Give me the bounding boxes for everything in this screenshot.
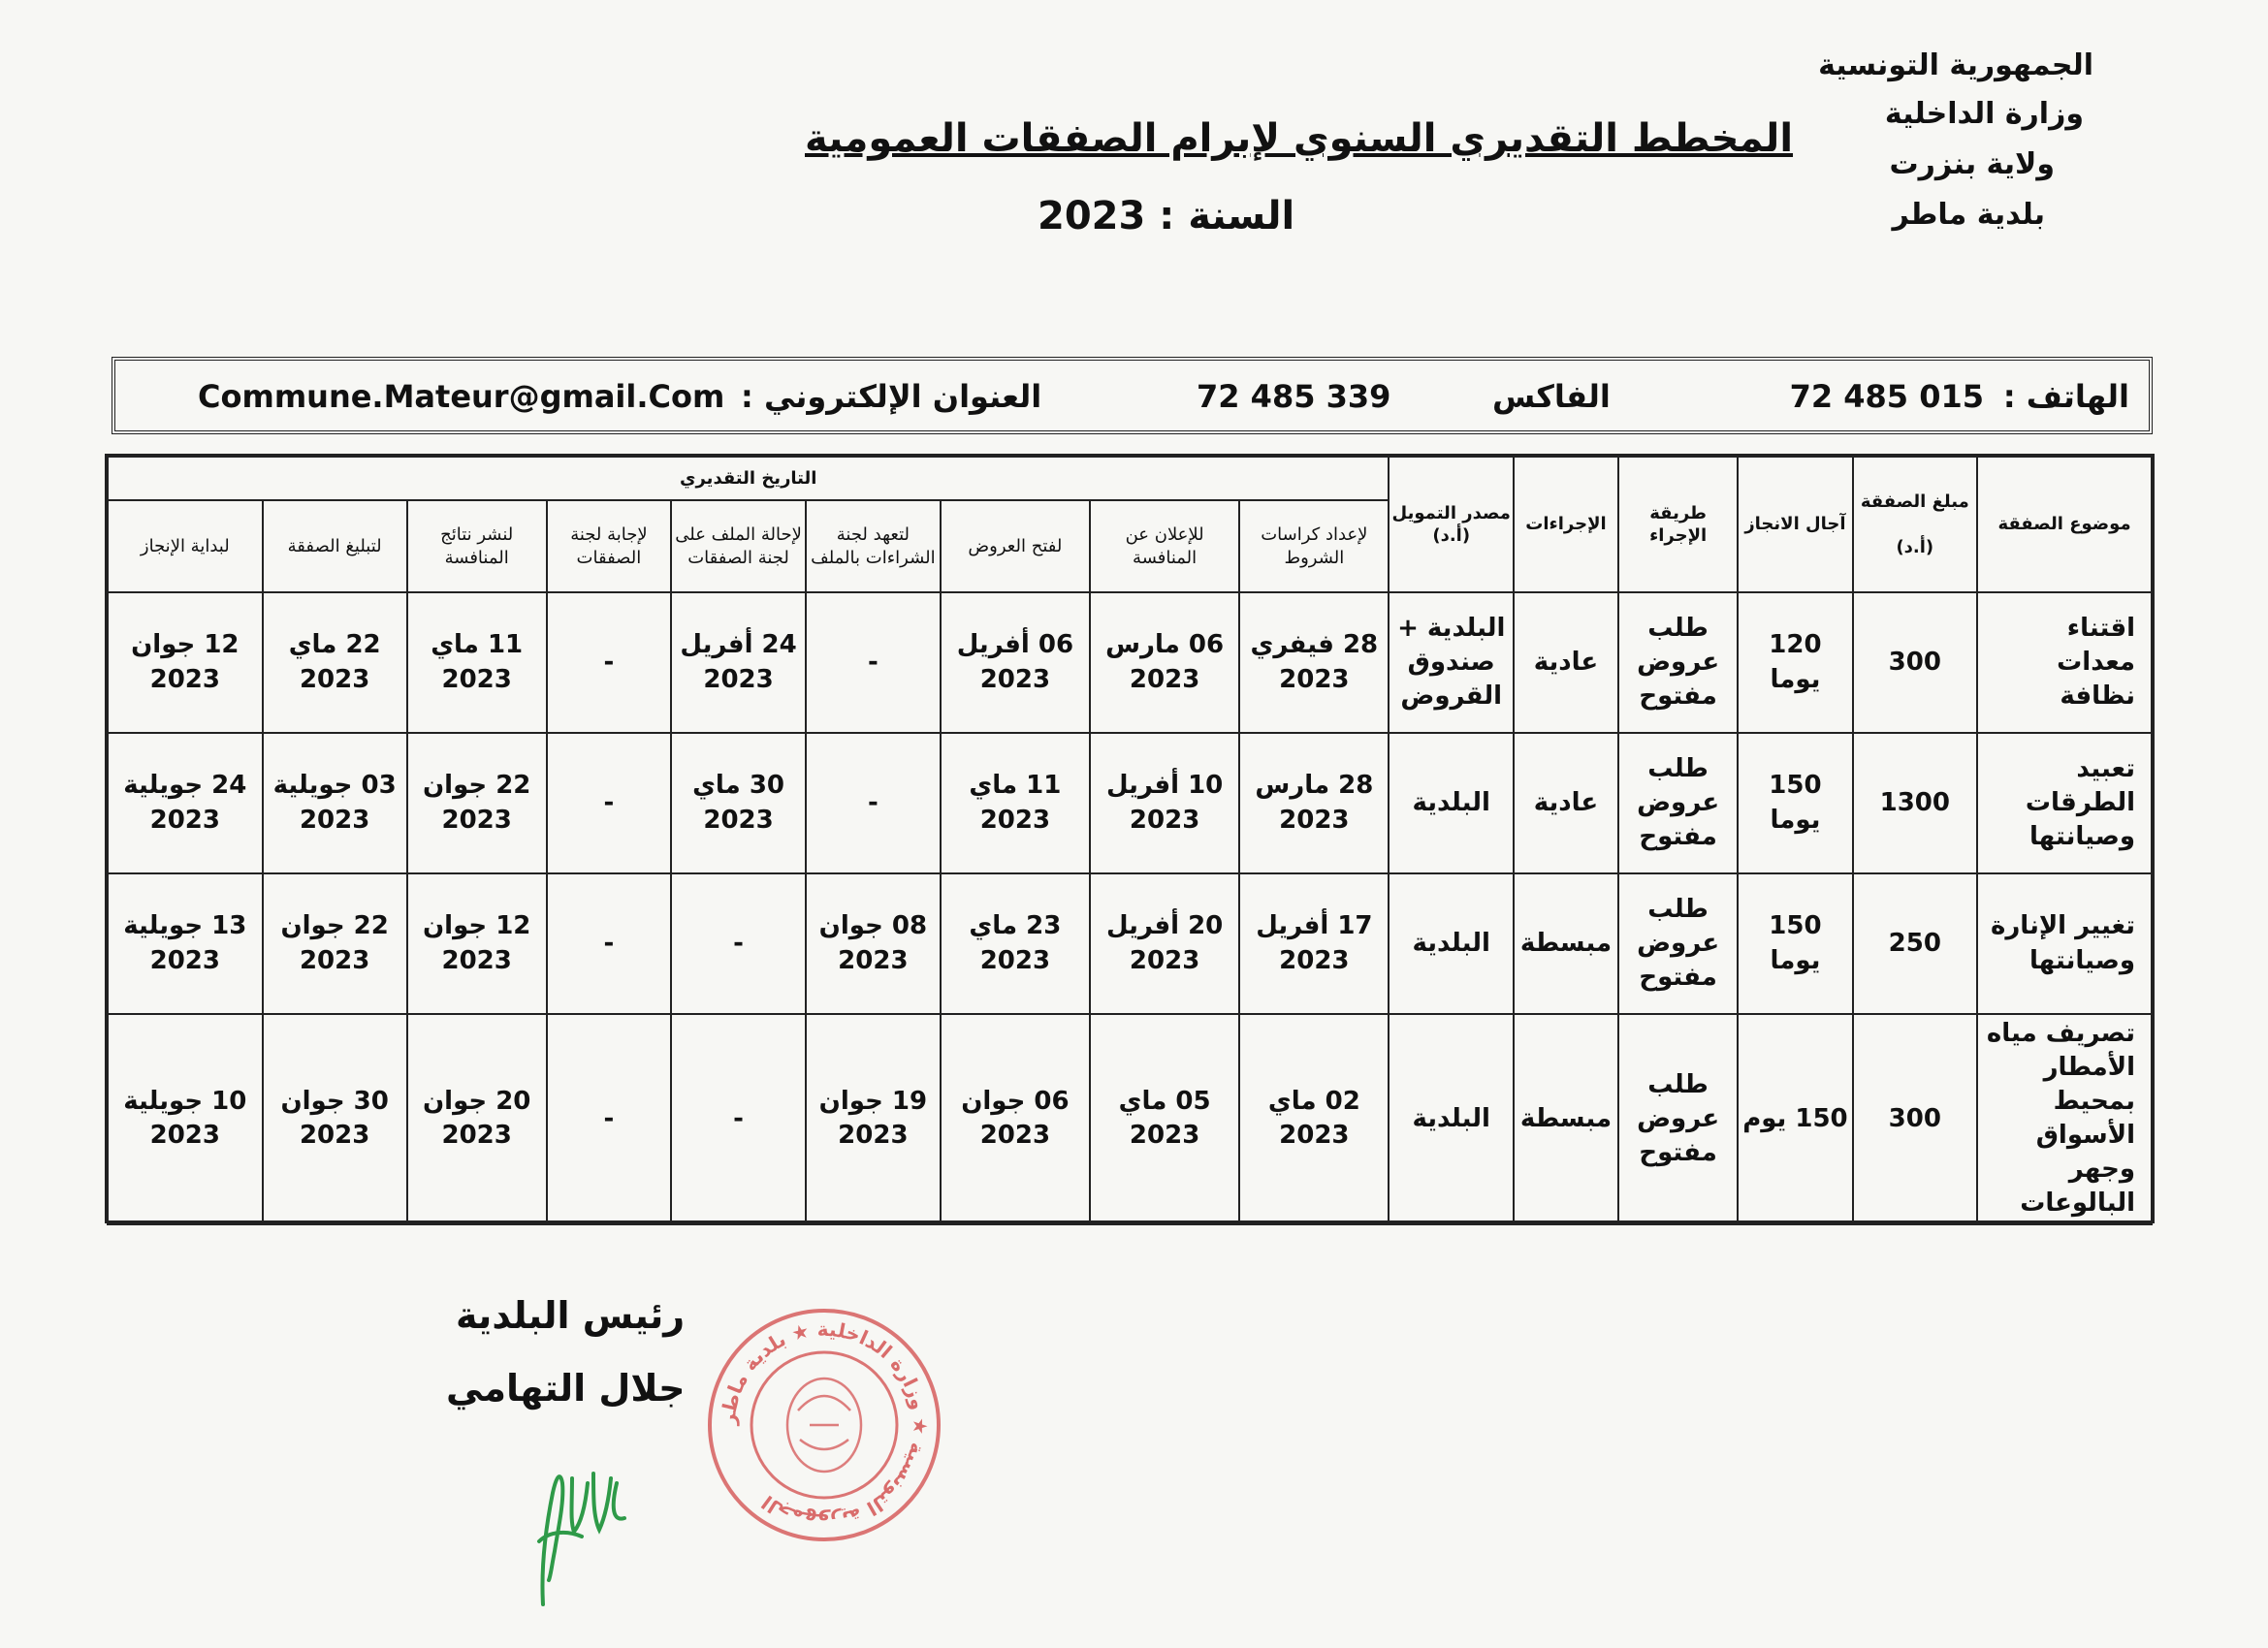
republic-line: الجمهورية التونسية (1818, 48, 2093, 82)
header-d9: لبداية الإنجاز (108, 500, 263, 592)
fax-value: 72 485 339 (1197, 378, 1391, 415)
official-stamp (703, 1304, 945, 1546)
cell-d2: 05 ماي 2023 (1090, 1014, 1239, 1224)
cell-funding: البلدية (1389, 873, 1514, 1014)
cell-d3: 23 ماي 2023 (941, 873, 1090, 1014)
signatory-role: رئيس البلدية (456, 1294, 686, 1337)
governorate-line: ولاية بنزرت (1889, 147, 2055, 181)
header-d8: لتبليغ الصفقة (263, 500, 407, 592)
cell-amount: 300 (1853, 592, 1978, 733)
cell-d8: 22 جوان 2023 (263, 873, 407, 1014)
header-amount: مبلغ الصفقة (أ.د) (1853, 457, 1978, 592)
table-header-row-1 (108, 457, 2152, 500)
cell-d4: - (806, 592, 941, 733)
cell-d8: 22 ماي 2023 (263, 592, 407, 733)
cell-d7: 11 ماي 2023 (407, 592, 547, 733)
cell-d9: 13 جويلية 2023 (108, 873, 263, 1014)
cell-amount: 300 (1853, 1014, 1978, 1224)
header-d7: لنشر نتائج المنافسة (407, 500, 547, 592)
cell-procedure: مبسطة (1514, 1014, 1618, 1224)
cell-d7: 12 جوان 2023 (407, 873, 547, 1014)
cell-subject: اقتناء معدات نظافة (1977, 592, 2152, 733)
year-value: 2023 (1038, 194, 1146, 238)
cell-d9: 24 جويلية 2023 (108, 733, 263, 873)
header-procedure: الإجراءات (1514, 457, 1618, 592)
header-dates: التاريخ التقديري (108, 457, 1389, 500)
cell-subject: تصريف مياه الأمطار بمحيط الأسواق وجهر البالوعات (1977, 1014, 2152, 1224)
cell-funding: البلدية (1389, 733, 1514, 873)
cell-d1: 28 مارس 2023 (1239, 733, 1389, 873)
cell-method: طلب عروض مفتوح (1618, 592, 1738, 733)
cell-d5: 30 ماي 2023 (671, 733, 806, 873)
cell-d6: - (547, 1014, 672, 1224)
municipality-line: بلدية ماطر (1892, 198, 2045, 232)
document-title: المخطط التقديري السنوي لإبرام الصفقات العمومية (805, 116, 1794, 161)
cell-d3: 06 أفريل 2023 (941, 592, 1090, 733)
cell-delay: 120 يوما (1738, 592, 1852, 733)
cell-d1: 28 فيفري 2023 (1239, 592, 1389, 733)
header-d5: لإحالة الملف على لجنة الصفقات (671, 500, 806, 592)
cell-d4: 19 جوان 2023 (806, 1014, 941, 1224)
cell-d7: 22 جوان 2023 (407, 733, 547, 873)
cell-procedure: مبسطة (1514, 873, 1618, 1014)
header-method: طريقة الإجراء (1618, 457, 1738, 592)
cell-d3: 11 ماي 2023 (941, 733, 1090, 873)
email-value: Commune.Mateur@gmail.Com (198, 378, 725, 415)
signatory-name: جلال التهامي (446, 1367, 686, 1410)
header-d3: لفتح العروض (941, 500, 1090, 592)
cell-d5: 24 أفريل 2023 (671, 592, 806, 733)
header-d6: لإجابة لجنة الصفقات (547, 500, 672, 592)
cell-procedure: عادية (1514, 592, 1618, 733)
table-row (108, 873, 2152, 1014)
cell-d4: 08 جوان 2023 (806, 873, 941, 1014)
email-label: العنوان الإلكتروني : (741, 378, 1042, 415)
cell-d4: - (806, 733, 941, 873)
cell-delay: 150 يوما (1738, 873, 1852, 1014)
cell-method: طلب عروض مفتوح (1618, 733, 1738, 873)
header-d1: لإعداد كراسات الشروط (1239, 500, 1389, 592)
cell-method: طلب عروض مفتوح (1618, 873, 1738, 1014)
header-subject: موضوع الصفقة (1977, 457, 2152, 592)
cell-d3: 06 جوان 2023 (941, 1014, 1090, 1224)
cell-d2: 20 أفريل 2023 (1090, 873, 1239, 1014)
cell-d5: - (671, 1014, 806, 1224)
cell-method: طلب عروض مفتوح (1618, 1014, 1738, 1224)
header-d2: للإعلان عن المنافسة (1090, 500, 1239, 592)
cell-subject: تغيير الإنارة وصيانتها (1977, 873, 2152, 1014)
cell-funding: البلدية (1389, 1014, 1514, 1224)
cell-d5: - (671, 873, 806, 1014)
cell-d9: 10 جويلية 2023 (108, 1014, 263, 1224)
cell-delay: 150 يوما (1738, 733, 1852, 873)
cell-procedure: عادية (1514, 733, 1618, 873)
fax-label: الفاكس (1492, 378, 1611, 415)
year-line (1038, 194, 1294, 238)
cell-d2: 06 مارس 2023 (1090, 592, 1239, 733)
cell-funding: البلدية + صندوق القروض (1389, 592, 1514, 733)
table-row (108, 733, 2152, 873)
header-funding: مصدر التمويل (أ.د) (1389, 457, 1514, 592)
handwritten-signature (504, 1425, 640, 1619)
cell-delay: 150 يوم (1738, 1014, 1852, 1224)
cell-d6: - (547, 733, 672, 873)
table-row (108, 1014, 2152, 1224)
procurement-plan-table (107, 456, 2153, 1225)
cell-d9: 12 جوان 2023 (108, 592, 263, 733)
year-label: السنة : (1159, 194, 1295, 238)
stamp-text: الجمهورية التونسية ★ وزارة الداخلية ★ بلدية ماطر (716, 1316, 933, 1534)
cell-subject: تعبيد الطرقات وصيانتها (1977, 733, 2152, 873)
cell-d6: - (547, 592, 672, 733)
contact-box (112, 357, 2153, 434)
cell-d2: 10 أفريل 2023 (1090, 733, 1239, 873)
table-row (108, 592, 2152, 733)
cell-d6: - (547, 873, 672, 1014)
cell-d8: 30 جوان 2023 (263, 1014, 407, 1224)
ministry-line: وزارة الداخلية (1884, 97, 2084, 131)
header-d4: لتعهد لجنة الشراءات بالملف (806, 500, 941, 592)
cell-d8: 03 جويلية 2023 (263, 733, 407, 873)
phone-label: الهاتف : (2002, 378, 2129, 415)
cell-amount: 250 (1853, 873, 1978, 1014)
header-delay: آجال الانجاز (1738, 457, 1852, 592)
cell-d1: 02 ماي 2023 (1239, 1014, 1389, 1224)
cell-amount: 1300 (1853, 733, 1978, 873)
cell-d1: 17 أفريل 2023 (1239, 873, 1389, 1014)
phone-value: 72 485 015 (1789, 378, 1984, 415)
cell-d7: 20 جوان 2023 (407, 1014, 547, 1224)
